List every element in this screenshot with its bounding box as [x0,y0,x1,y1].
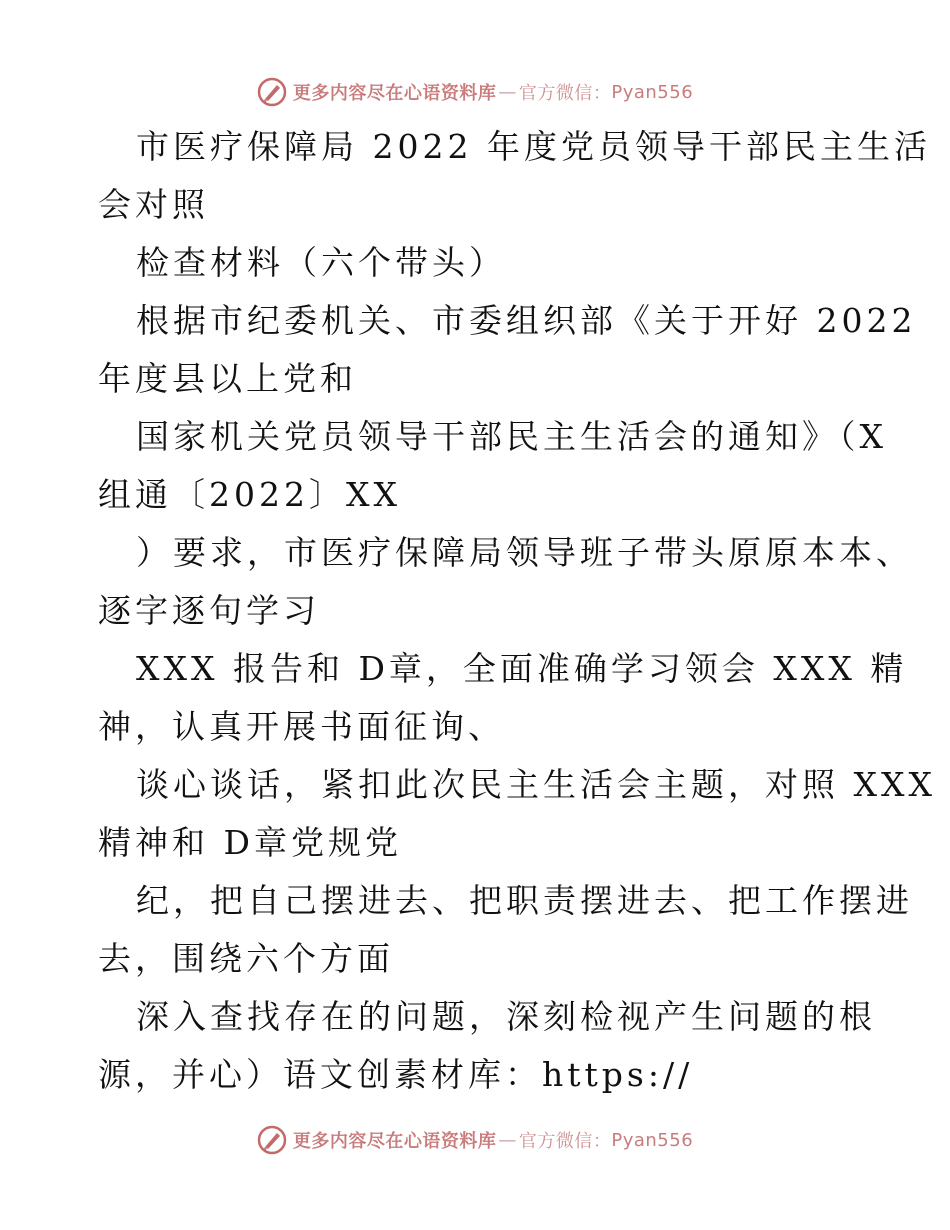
doc-line: 年度县以上党和 [98,359,357,398]
pen-logo-icon [257,1125,287,1155]
watermark-sub-text: 官方微信： [518,1131,612,1152]
doc-line: XXX 报告和 D章，全面准确学习领会 XXX 精 [136,649,908,688]
watermark-sub-text: 官方微信： [518,83,612,104]
doc-line: 纪，把自己摆进去、把职责摆进去、把工作摆进 [136,881,913,920]
doc-line: 神，认真开展书面征询、 [98,707,505,746]
watermark-main-text: 更多内容尽在心语资料库 [292,83,497,104]
pen-logo-icon [257,77,287,107]
watermark-separator: — [498,81,517,103]
doc-line: 去，围绕六个方面 [98,939,394,978]
doc-line: 市医疗保障局 2022 年度党员领导干部民主生活 [136,127,931,166]
doc-line: 会对照 [98,185,209,224]
doc-line: 国家机关党员领导干部民主生活会的通知》（X [136,417,887,456]
footer-watermark [0,1120,950,1160]
doc-line: 源，并心）语文创素材库：https:// [98,1055,694,1094]
doc-line: 谈心谈话，紧扣此次民主生活会主题，对照 XXX [136,765,936,804]
doc-line: 逐字逐句学习 [98,591,320,630]
doc-line: 组通〔2022〕XX [98,475,401,514]
doc-line: 根据市纪委机关、市委组织部《关于开好 2022 [136,301,917,340]
doc-line: 精神和 D章党规党 [98,823,402,862]
watermark-id-text: Pyan556 [611,81,694,103]
watermark-separator: — [498,1129,517,1151]
document-body [98,118,936,1104]
doc-line: ）要求，市医疗保障局领导班子带头原原本本、 [136,533,913,572]
doc-line: 检查材料（六个带头） [136,243,506,282]
watermark-id-text: Pyan556 [611,1129,694,1151]
watermark-main-text: 更多内容尽在心语资料库 [292,1131,497,1152]
doc-line: 深入查找存在的问题，深刻检视产生问题的根 [136,997,876,1036]
header-watermark [0,72,950,112]
